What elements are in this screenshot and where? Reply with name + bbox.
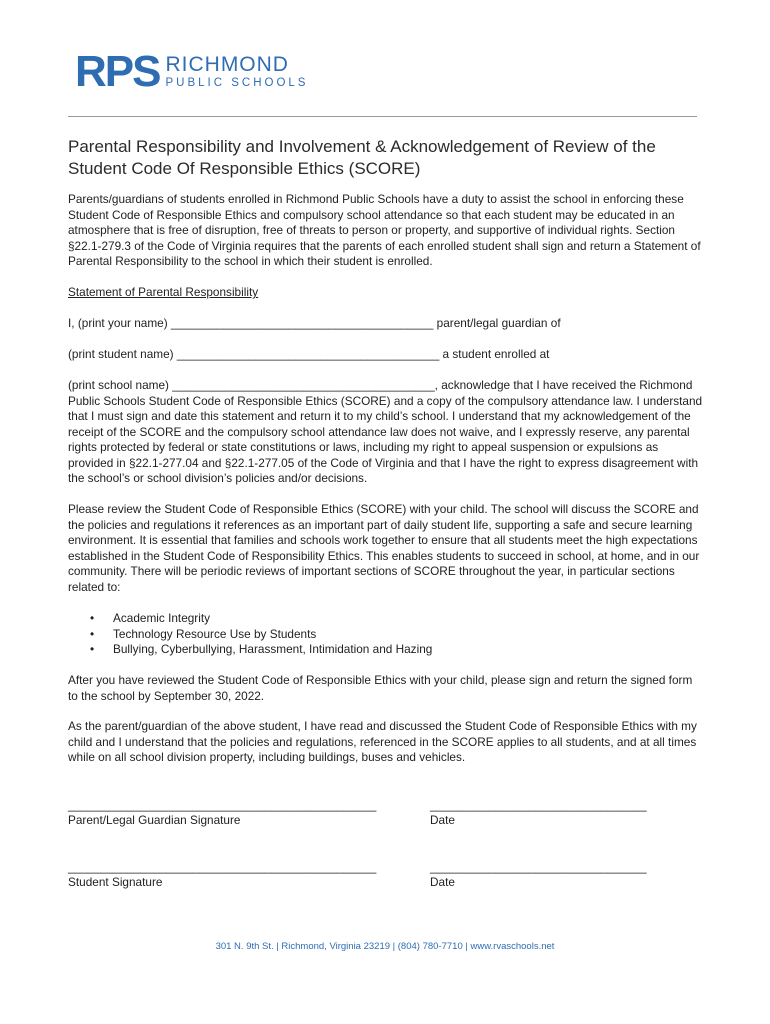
title-line-2: Student Code Of Responsible Ethics (SCORE)	[68, 159, 421, 178]
agreement-paragraph	[68, 719, 704, 766]
parent-date-label: Date	[430, 813, 455, 827]
document-title	[68, 136, 708, 180]
logo-name: RICHMOND	[165, 53, 289, 76]
list-item	[90, 611, 690, 627]
student-date-line[interactable]: _________________________________	[430, 860, 647, 874]
parent-date-line[interactable]: _________________________________	[430, 798, 647, 812]
list-item	[90, 627, 690, 643]
agreement-text: As the parent/guardian of the above student, I have read and discussed the Student Code of Responsible Ethics with my child and I understand that the policies and regulations, referenced in the SCORE applies to all students, and at all times while on all school division property, including buildings, buses and vehicles.	[68, 719, 697, 764]
parent-name-line	[68, 316, 704, 332]
bullet-icon: •	[90, 642, 95, 656]
student-name-text: (print student name) ________________________________________ a student enrolled at	[68, 347, 550, 361]
parent-signature-line[interactable]: _______________________________________________	[68, 798, 377, 812]
intro-text: Parents/guardians of students enrolled in Richmond Public Schools have a duty to assist the school in enforcing these Student Code of Responsible Ethics and compulsory school attendance so that each student may be educated in an atmosphere that is free of disruption, free of threats to person or property, and supportive of individual rights. Section §22.1-279.3 of the Code of Virginia requires that the parents of each enrolled student shall sign and return a Statement of Parental Responsibility to the school in which their student is enrolled.	[68, 192, 701, 268]
rps-logo	[75, 47, 309, 96]
return-text: After you have reviewed the Student Code of Responsible Ethics with your child, please sign and return the signed form to the school by September 30, 2022.	[68, 673, 693, 703]
header-divider	[68, 116, 697, 117]
student-date-label: Date	[430, 875, 455, 889]
statement-heading	[68, 285, 704, 301]
list-item	[90, 642, 690, 658]
review-text: Please review the Student Code of Responsible Ethics (SCORE) with your child. The school will discuss the SCORE and the policies and regulations it references as an important part of daily student life, supporting a safe and secure learning environment. It is essential that families and schools work together to ensure that all students meet the high expectations established in the Student Code of Responsibility Ethics. This enables students to succeed in school, at home, and in our community. There will be periodic reviews of important sections of SCORE throughout the year, in particular sections related to:	[68, 502, 700, 594]
acknowledgement-text: (print school name) ________________________________________, acknowledge that I have received the Richmond Public Schools Student Code of Responsible Ethics (SCORE) and a copy of the compulsory attendance law. I understand that I must sign and date this statement and return it to my child’s school. I understand that my acknowledgement of the receipt of the SCORE and the compulsory school attendance law does not waive, and I expressly reserve, any parental rights protected by federal or state constitutions or laws, including my right to appeal suspension or expulsions as provided in §22.1-277.04 and §22.1-277.05 of the Code of Virginia and that I have the right to express disagreement with the school’s or school division’s policies and/or decisions.	[68, 378, 703, 485]
list-item-text: Bullying, Cyberbullying, Harassment, Intimidation and Hazing	[113, 642, 433, 656]
review-paragraph	[68, 502, 704, 595]
statement-heading-text: Statement of Parental Responsibility	[68, 285, 259, 299]
student-signature-label: Student Signature	[68, 875, 163, 889]
footer-contact: 301 N. 9th St. | Richmond, Virginia 23219 | (804) 780-7710 | www.rvaschools.net	[215, 941, 555, 952]
bullet-icon: •	[90, 611, 95, 625]
topics-list	[90, 611, 690, 658]
return-paragraph	[68, 673, 704, 704]
acknowledgement-paragraph	[68, 378, 704, 487]
title-line-1: Parental Responsibility and Involvement & Acknowledgement of Review of the	[68, 137, 656, 156]
bullet-icon: •	[90, 626, 95, 641]
logo-subtitle: PUBLIC SCHOOLS	[165, 77, 309, 89]
student-name-line	[68, 347, 704, 363]
student-signature-line[interactable]: _______________________________________________	[68, 860, 377, 874]
intro-paragraph	[68, 192, 704, 270]
list-item-text: Academic Integrity	[113, 611, 211, 625]
list-item-text: Technology Resource Use by Students	[113, 626, 317, 641]
logo-mark: RPS	[75, 47, 160, 96]
parent-name-text: I, (print your name) ________________________________________ parent/legal guardian of	[68, 316, 561, 330]
parent-signature-label: Parent/Legal Guardian Signature	[68, 813, 241, 827]
